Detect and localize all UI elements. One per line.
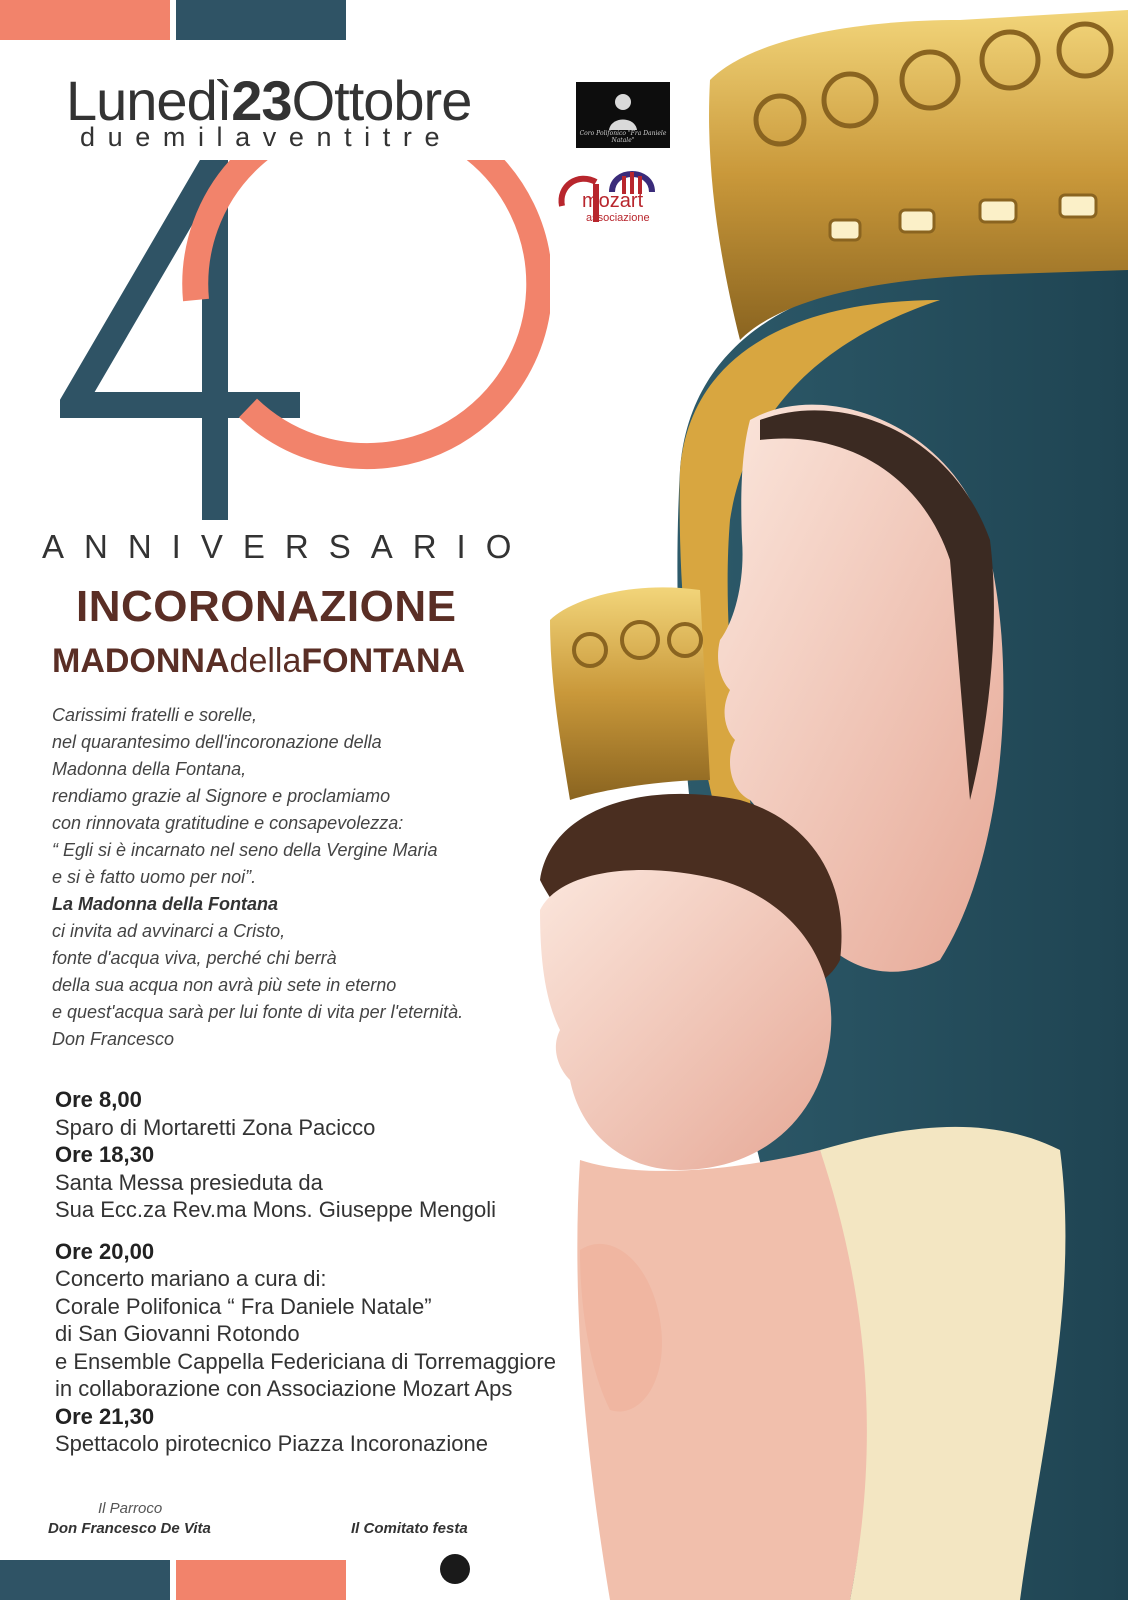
mozart-logo-name: mozart xyxy=(582,190,644,212)
coro-logo-caption: Coro Polifonico "Fra Daniele Natale" xyxy=(579,130,667,144)
program-line: di San Giovanni Rotondo xyxy=(55,1321,300,1346)
title-madonna: MADONNA xyxy=(52,642,230,680)
title-madonna-della-fontana xyxy=(52,642,465,681)
program-time: Ore 21,30 xyxy=(55,1403,155,1429)
letter-line: Carissimi fratelli e sorelle, xyxy=(52,705,258,725)
letter-line: con rinnovata gratitudine e consapevolezza: xyxy=(52,813,404,833)
letter-line: Madonna della Fontana, xyxy=(52,759,247,779)
letter-line: ci invita ad avvinarci a Cristo, xyxy=(52,921,286,941)
coro-polifonico-logo xyxy=(576,82,670,148)
event-day: Lunedì xyxy=(66,69,232,132)
program-line: in collaborazione con Associazione Mozart Aps xyxy=(55,1376,513,1401)
event-day-number: 23 xyxy=(231,69,292,132)
comitato-festa: Il Comitato festa xyxy=(351,1520,468,1537)
program-line: Sparo di Mortaretti Zona Pacicco xyxy=(55,1114,376,1140)
letter-line: e quest'acqua sarà per lui fonte di vita per l'eternità. xyxy=(52,1002,464,1022)
letter-line: “ Egli si è incarnato nel seno della Vergine Maria xyxy=(52,840,438,860)
letter-line: La Madonna della Fontana xyxy=(52,894,279,914)
letter-line: rendiamo grazie al Signore e proclamiamo xyxy=(52,786,391,806)
program-line: Sua Ecc.za Rev.ma Mons. Giuseppe Mengoli xyxy=(55,1197,497,1222)
letter-line: nel quarantesimo dell'incoronazione della xyxy=(52,732,382,752)
program-line: Spettacolo pirotecnico Piazza Incoronazione xyxy=(55,1431,488,1456)
title-fontana: FONTANA xyxy=(301,642,466,680)
anniversary-number-40 xyxy=(60,160,550,530)
parroco-name: Don Francesco De Vita xyxy=(48,1520,211,1537)
program-time: Ore 18,30 xyxy=(55,1142,155,1167)
letter-line: fonte d'acqua viva, perché chi berrà xyxy=(52,948,337,968)
title-della: della xyxy=(229,642,302,680)
program-line: Concerto mariano a cura di: xyxy=(55,1266,327,1291)
top-bar-orange xyxy=(0,0,170,40)
parroco-label: Il Parroco xyxy=(98,1500,163,1517)
pastoral-letter xyxy=(52,702,463,1053)
title-incoronazione: INCORONAZIONE xyxy=(76,582,457,631)
mozart-logo-sub: associazione xyxy=(586,212,650,224)
associazione-mozart-logo xyxy=(552,162,692,234)
anniversary-label: ANNIVERSARIO xyxy=(42,528,532,565)
letter-line: della sua acqua non avrà più sete in eterno xyxy=(52,975,397,995)
event-month: Ottobre xyxy=(291,69,472,132)
letter-line: e si è fatto uomo per noi”. xyxy=(52,867,257,887)
program-spacer xyxy=(55,1224,556,1238)
bottom-bar-orange xyxy=(176,1560,346,1600)
letter-signature: Don Francesco xyxy=(52,1029,175,1049)
portrait-icon xyxy=(576,82,670,132)
madonna-statue-image xyxy=(520,0,1128,1600)
program-time: Ore 20,00 xyxy=(55,1238,155,1264)
sponsor-logo-icon xyxy=(440,1554,470,1584)
bottom-bar-teal xyxy=(0,1560,170,1600)
top-bar-teal xyxy=(176,0,346,40)
program-line: Santa Messa presieduta da xyxy=(55,1169,323,1195)
program-line: Corale Polifonica “ Fra Daniele Natale” xyxy=(55,1293,432,1319)
program-time: Ore 8,00 xyxy=(55,1087,142,1112)
event-year: duemilaventitre xyxy=(80,122,453,152)
event-program xyxy=(55,1086,556,1458)
program-line: e Ensemble Cappella Federiciana di Torremaggiore xyxy=(55,1348,556,1374)
